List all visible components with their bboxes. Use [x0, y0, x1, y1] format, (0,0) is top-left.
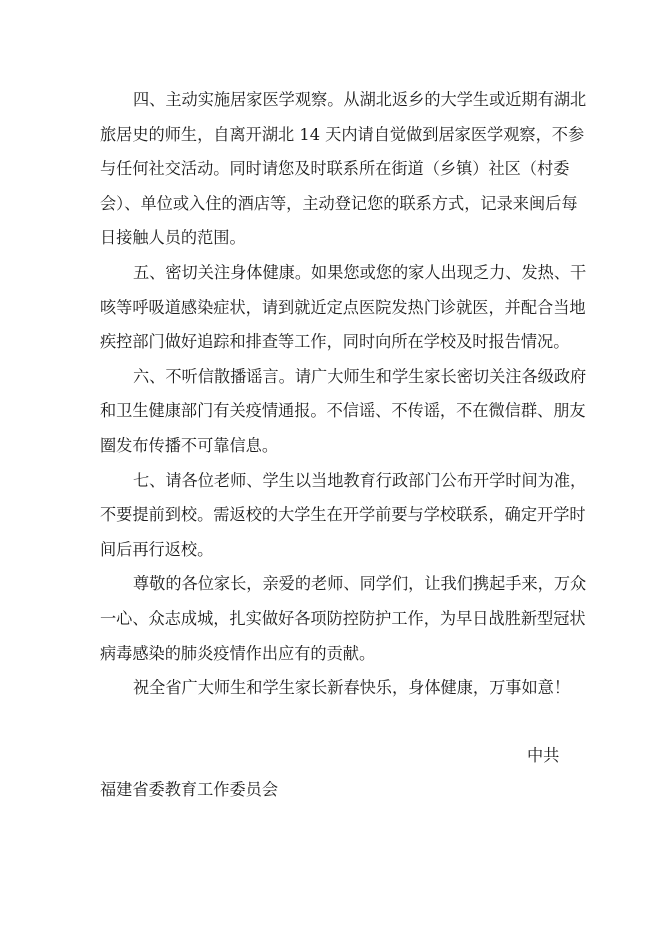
text-line: 疾控部门做好追踪和排查等工作，同时向所在学校及时报告情况。: [100, 332, 570, 352]
signature-line-1: 中共: [527, 746, 560, 765]
text-line: 旅居史的师生，自离开湖北 14 天内请自觉做到居家医学观察，不参: [100, 124, 585, 144]
text-line: 不要提前到校。需返校的大学生在开学前要与学校联系，确定开学时: [100, 505, 586, 525]
text-line: 七、请各位老师、学生以当地教育行政部门公布开学时间为准，: [133, 470, 587, 490]
paragraph: [100, 256, 587, 360]
text-line: 五、密切关注身体健康。如果您或您的家人出现乏力、发热、干: [133, 262, 587, 282]
paragraph: [100, 360, 587, 464]
text-line: 病毒感染的肺炎疫情作出应有的贡献。: [100, 643, 376, 663]
paragraph: [100, 671, 571, 706]
text-line: 和卫生健康部门有关疫情通报。不信谣、不传谣，不在微信群、朋友: [100, 401, 586, 421]
paragraph: [100, 464, 587, 568]
text-line: 一心、众志成城，扎实做好各项防控防护工作，为早日战胜新型冠状: [100, 608, 586, 628]
signature-line-2: 福建省委教育工作委员会: [100, 780, 279, 799]
text-line: 咳等呼吸道感染症状，请到就近定点医院发热门诊就医，并配合当地: [100, 297, 586, 317]
text-line: 尊敬的各位家长，亲爱的老师、同学们，让我们携起手来，万众: [133, 574, 587, 594]
text-line: 间后再行返校。: [100, 539, 214, 559]
paragraph: [100, 83, 587, 256]
text-line: 会）、单位或入住的酒店等，主动登记您的联系方式，记录来闽后每: [100, 193, 578, 213]
text-line: 六、不听信散播谣言。请广大师生和学生家长密切关注各级政府: [133, 366, 587, 386]
text-line: 日接触人员的范围。: [100, 228, 246, 248]
paragraph: [100, 567, 587, 671]
text-line: 祝全省广大师生和学生家长新春快乐，身体健康，万事如意！: [133, 678, 571, 698]
text-line: 与任何社交活动。同时请您及时联系所在街道（乡镇）社区（村委: [100, 159, 570, 179]
text-line: 四、主动实施居家医学观察。从湖北返乡的大学生或近期有湖北: [133, 90, 587, 109]
document-body: [100, 83, 587, 706]
text-line: 圈发布传播不可靠信息。: [100, 435, 279, 455]
